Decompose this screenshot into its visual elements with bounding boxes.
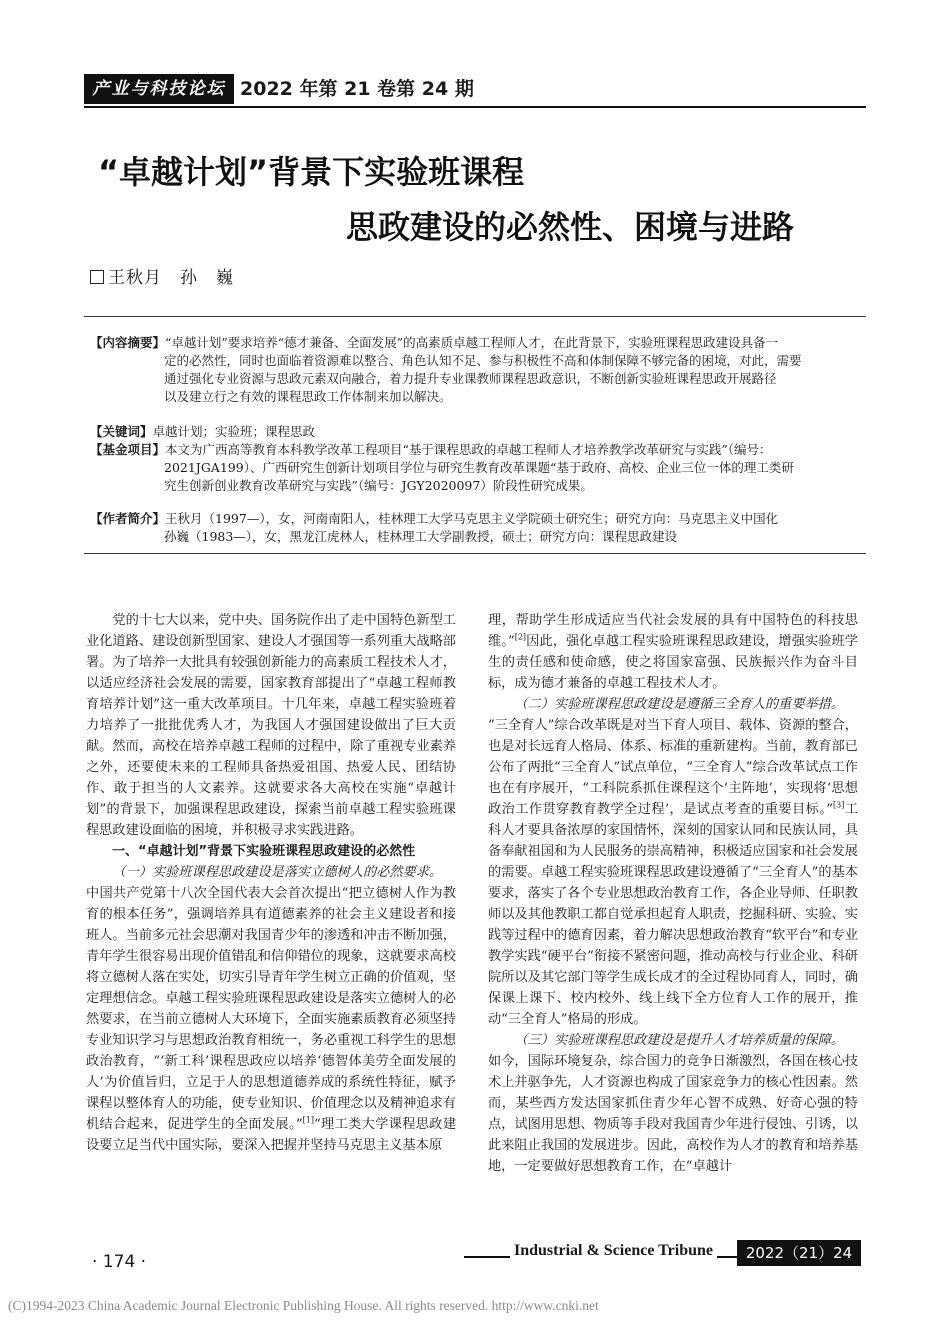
journal-english-name: Industrial & Science Tribune (510, 1242, 717, 1260)
subsection-heading: （一）实验班课程思政建设是落实立德树人的必然要求。 (112, 865, 443, 880)
author-info (90, 510, 870, 546)
paragraph-text: 工科人才要具备浓厚的家国情怀，深刻的国家认同和民族认同，具备奉献祖国和为人民服务的崇高精神，积极适应国家和社会发展的需要。卓越工程实验班课程思政建设遵循了“三全育人”的基本要求，落实了各个专业思想政治教育工作，各企业导师、任职教师以及其他教职工都自觉承担起育人职责，挖掘科研、实验、实践等过程中的德育因素，着力解决思想政治教育“软平台”和专业教学实践“硬平台”衔接不紧密问题，推动高校与行业企业、科研院所以及其它部门等学生成长成才的全过程协同育人，同时，确保课上课下、校内校外、线上线下全方位育人工作的展开，推动“三全育人”格局的形成。 (488, 802, 859, 1027)
paragraph: 如今，国际环境复杂，综合国力的竞争日渐激烈，各国在核心技术上并驱争先，人才资源也构成了国家竞争力的核心性因素。然而，某些西方发达国家抓住青少年心智不成熟、好奇心强的特点，试图用思想、物质等手段对我国青少年进行侵蚀、引诱，以此来阻止我国的发展进步。因此，高校作为人才的教育和培养基地，一定要做好思想教育工作，在“卓越计 (488, 1054, 858, 1174)
title-line-1: “卓越计划”背景下实验班课程 (98, 153, 525, 191)
journal-name-box: 产业与科技论坛 (84, 74, 234, 104)
author-info-line: 王秋月（1997—），女，河南南阳人，桂林理工大学马克思主义学院硕士研究生；研究方向：马克思主义中国化 (165, 511, 779, 526)
issue-info: 2022 年第 21 卷第 24 期 (240, 78, 474, 100)
meta-top-rule (84, 316, 866, 317)
funding-line: 2021JGA199）、广西研究生创新计划项目学位与研究生教育改革课题“基于政府、高校、企业三位一体的理工类研 (164, 460, 794, 475)
paragraph-text: 中国共产党第十八次全国代表大会首次提出“把立德树人作为教育的根本任务”，强调培养具有道德素养的社会主义建设者和接班人。当前多元社会思潮对我国青少年的渗透和冲击不断加强，青年学生很容易出现价值错乱和信仰错位的现象，这就要求高校将立德树人落在实处，切实引导青年学生树立正确的价值观，坚定理想信念。卓越工程实验班课程思政建设是落实立德树人的必然要求，在当前立德树人大环境下，全面实施素质教育必须坚持专业知识学习与思想政治教育相统一，务必重视工科学生的思想政治教育，“‘新工科’课程思政应以培养‘德智体美劳全面发展的人’为价值旨归，立足于人的思想道德养成的系统性特征，赋予课程以整体育人的功能，使专业知识、价值理念以及精神追求有机结合起来，促进学生的全面发展。” (86, 886, 456, 1132)
paragraph-text: “三全育人”综合改革既是对当下育人项目、载体、资源的整合，也是对长远育人格局、体系、标准的重新建构。当前，教育部已公布了两批“三全育人”试点单位，“三全育人”综合改革试点工作也在有序展开，“工科院系抓住课程这个‘主阵地’，实现将‘思想政治工作贯穿教育教学全过程’，是试点考查的重要目标。” (488, 718, 858, 817)
author-info-line: 孙巍（1983—），女，黑龙江虎林人，桂林理工大学副教授，硕士；研究方向：课程思政建设 (164, 529, 678, 544)
paragraph (86, 883, 456, 1156)
author-info-label: 【作者简介】 (90, 511, 166, 526)
subsection-heading: （二）实验班课程思政建设是遵循三全育人的重要举措。 (514, 697, 845, 712)
citation-ref: [2] (514, 632, 527, 642)
section-heading: 一、“卓越计划”背景下实验班课程思政建设的必然性 (112, 844, 416, 859)
paragraph (488, 715, 858, 1030)
funding-line: 究生创新创业教育改革研究与实践”（编号：JGY2020097）阶段性研究成果。 (164, 478, 593, 493)
citation-ref: [3] (833, 800, 845, 810)
copyright-watermark: (C)1994-2023 China Academic Journal Electronic Publishing House. All rights reserved. http://www.cnki.net (8, 1298, 599, 1313)
abstract-label: 【内容摘要】 (90, 335, 166, 350)
funding (90, 441, 870, 495)
abstract-line: “卓越计划”要求培养“德才兼备、全面发展”的高素质卓越工程师人才，在此背景下，实验班课程思政建设具备一 (165, 335, 779, 350)
paragraph (488, 610, 858, 694)
abstract-line: 定的必然性，同时也面临着资源难以整合、角色认知不足、参与积极性不高和体制保障不够完备的困境，对此，需要 (164, 353, 802, 368)
paragraph-text: “理工类大学课程思政建设要立足当代中国实际，要深入把握并坚持马克思主义基本原 (86, 1117, 457, 1153)
header-rule (84, 106, 866, 108)
body-column-left (86, 610, 456, 1156)
author-names: 王秋月 孙 巍 (108, 268, 234, 288)
body-column-right (488, 610, 858, 1177)
paragraph: 党的十七大以来，党中央、国务院作出了走中国特色新型工业化道路、建设创新型国家、建设人才强国等一系列重大战略部署。为了培养一大批具有较强创新能力的高素质工程技术人才，以适应经济社会发展的需要，国家教育部提出了“卓越工程师教育培养计划”这一重大改革项目。十几年来，卓越工程实验班着力培养了一批批优秀人才，为我国人才强国建设做出了巨大贡献。然而，高校在培养卓越工程师的过程中，除了重视专业素养之外，还要使未来的工程师具备热爱祖国、热爱人民、团结协作、敢于担当的人文素养。这就要求各大高校在实施“卓越计划”的背景下，加强课程思政建设，探索当前卓越工程实验班课程思政建设面临的困境，并积极寻求实践进路。 (86, 613, 456, 838)
keywords-label: 【关键词】 (90, 424, 153, 439)
abstract-line: 通过强化专业资源与思政元素双向融合，着力提升专业课教师课程思政意识，不断创新实验班课程思政开展路径 (164, 371, 777, 386)
abstract-line: 以及建立行之有效的课程思政工作体制来加以解决。 (164, 389, 452, 404)
meta-bottom-rule (84, 553, 866, 554)
page-number: · 174 · (92, 1252, 147, 1272)
subsection-heading: （三）实验班课程思政建设是提升人才培养质量的保障。 (514, 1033, 845, 1048)
abstract (90, 334, 870, 406)
square-marker-icon (90, 270, 104, 284)
citation-ref: [1] (302, 1115, 314, 1125)
funding-line: 本文为广西高等教育本科教学改革工程项目“基于课程思政的卓越工程师人才培养教学改革研究与实践”（编号： (165, 442, 772, 457)
title-line-2: 思政建设的必然性、困境与进路 (346, 208, 795, 246)
paragraph-text: 理，帮助学生形成适应当代社会发展的具有中国特色的科技思维。” (488, 613, 858, 649)
funding-label: 【基金项目】 (90, 442, 166, 457)
keywords (90, 423, 870, 441)
paragraph-text: 因此，强化卓越工程实验班课程思政建设，增强实验班学生的责任感和使命感，使之将国家富强、民族振兴作为奋斗目标，成为德才兼备的卓越工程技术人才。 (488, 634, 858, 691)
footer-issue-box: 2022（21）24 (737, 1240, 861, 1266)
keywords-text: 卓越计划；实验班；课程思政 (152, 424, 316, 439)
authors (90, 263, 234, 288)
